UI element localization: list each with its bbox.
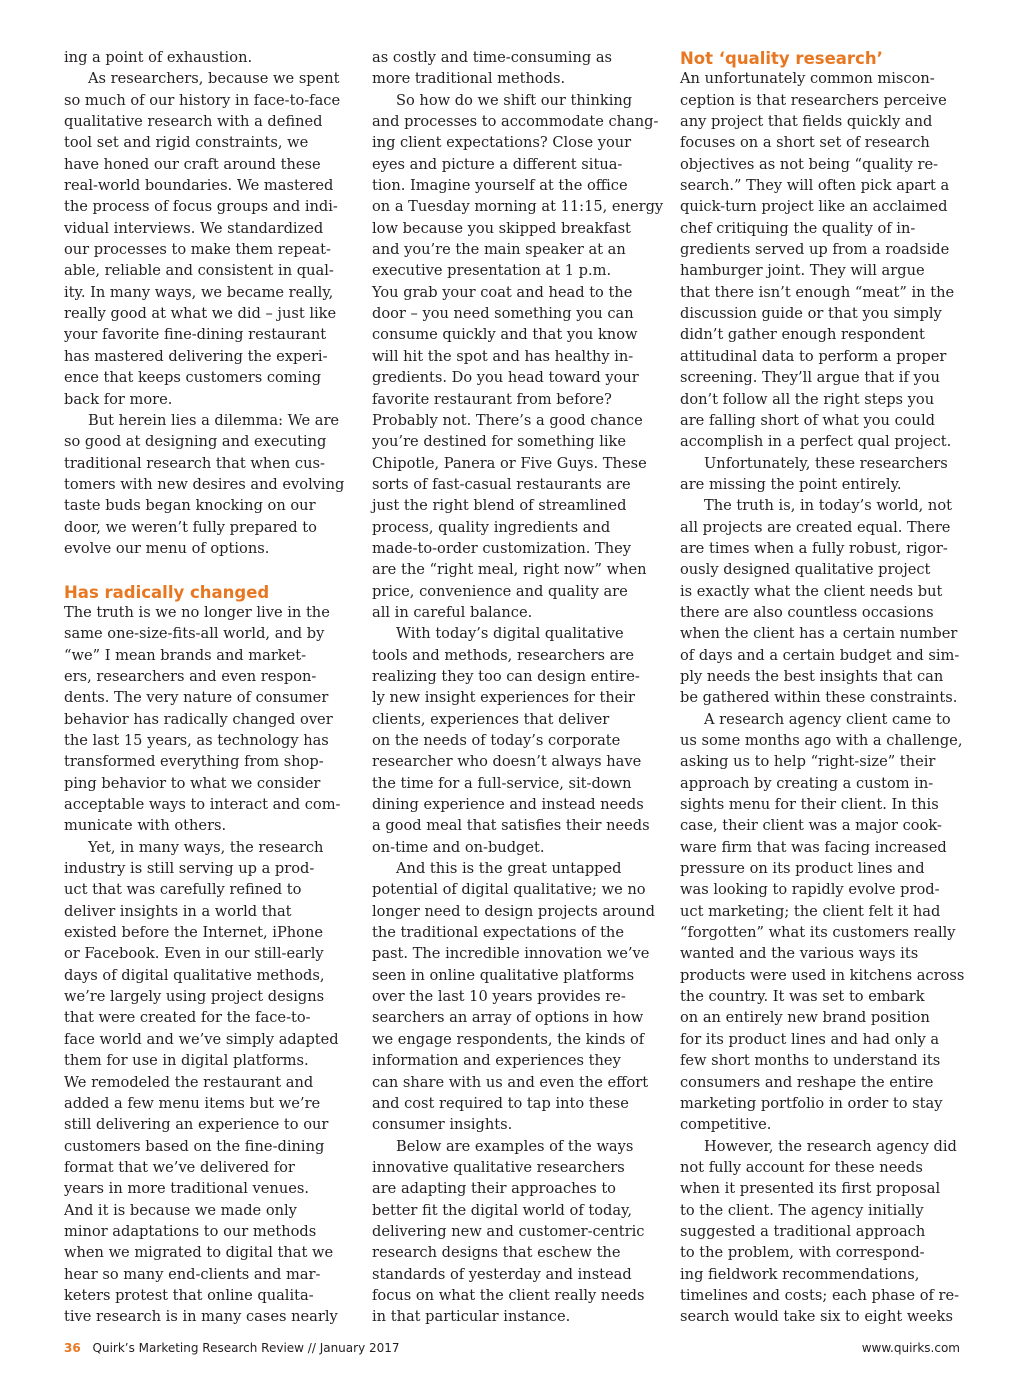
text-line: evolve our menu of options.	[64, 539, 270, 557]
text-line: consumers and reshape the entire	[680, 1073, 934, 1091]
text-line: realizing they too can design entire-	[372, 667, 640, 685]
text-line: clients, experiences that deliver	[372, 710, 610, 728]
text-line: real-world boundaries. We mastered	[64, 177, 334, 195]
text-line: And it is because we made only	[64, 1201, 297, 1219]
text-line: research designs that eschew the	[372, 1244, 621, 1262]
page-number: 36	[64, 1341, 81, 1355]
text-line: when we migrated to digital that we	[64, 1244, 334, 1262]
text-line: search would take six to eight weeks	[680, 1308, 953, 1326]
text-line: ception is that researchers perceive	[680, 91, 947, 109]
text-line: us some months ago with a challenge,	[680, 732, 963, 749]
text-line: so much of our history in face-to-face	[64, 91, 341, 109]
text-line: search.” They will often pick apart a	[680, 177, 950, 195]
text-line: few short months to understand its	[680, 1052, 941, 1070]
text-line: we’re largely using project designs	[64, 988, 325, 1006]
text-line: traditional research that when cus-	[64, 454, 325, 472]
text-line: products were used in kitchens across	[680, 966, 965, 984]
text-line: the process of focus groups and indi-	[64, 198, 338, 216]
text-line: past. The incredible innovation we’ve	[372, 945, 650, 963]
text-line: minor adaptations to our methods	[64, 1222, 317, 1240]
text-line: dents. The very nature of consumer	[64, 689, 329, 707]
text-line: when the client has a certain number	[680, 625, 958, 643]
text-line: acceptable ways to interact and com-	[64, 796, 341, 814]
text-line: case, their client was a major cook-	[680, 817, 942, 835]
text-line: ping behavior to what we consider	[64, 774, 321, 792]
text-line: of days and a certain budget and sim-	[680, 646, 960, 664]
text-line: or Facebook. Even in our still-early	[64, 945, 324, 963]
text-line: can share with us and even the effort	[372, 1073, 649, 1091]
text-line: ence that keeps customers coming	[64, 369, 322, 387]
text-line: A research agency client came to	[704, 710, 951, 728]
text-line: The truth is, in today’s world, not	[704, 497, 952, 515]
text-line: have honed our craft around these	[64, 155, 321, 173]
text-line: on an entirely new brand position	[680, 1009, 930, 1027]
text-line: will hit the spot and has healthy in-	[372, 347, 634, 365]
text-line: standards of yesterday and instead	[372, 1265, 632, 1283]
text-line: has mastered delivering the experi-	[64, 347, 328, 365]
text-line: discussion guide or that you simply	[680, 305, 942, 323]
section-heading: Has radically changed	[64, 582, 270, 602]
text-line: when it presented its first proposal	[680, 1180, 941, 1198]
website-url[interactable]: www.quirks.com	[861, 1341, 960, 1355]
text-line: suggested a traditional approach	[680, 1222, 926, 1240]
text-line: able, reliable and consistent in qual-	[64, 262, 334, 280]
text-line: Chipotle, Panera or Five Guys. These	[372, 454, 647, 472]
text-line: potential of digital qualitative; we no	[372, 881, 646, 899]
text-line: same one-size-fits-all world, and by	[64, 625, 325, 643]
text-line: all projects are created equal. There	[680, 518, 951, 536]
text-line: as costly and time-consuming as	[372, 49, 613, 66]
text-line: didn’t gather enough respondent	[680, 326, 925, 344]
text-line: added a few menu items but we’re	[64, 1094, 321, 1112]
text-line: ing client expectations? Close your	[372, 134, 632, 152]
text-line: tion. Imagine yourself at the office	[372, 177, 628, 195]
text-line: asking us to help “right-size” their	[680, 753, 936, 771]
text-line: ing fieldwork recommendations,	[680, 1265, 920, 1283]
text-line: are missing the point entirely.	[680, 475, 902, 493]
text-line: and you’re the main speaker at an	[372, 241, 626, 259]
text-line: all in careful balance.	[372, 603, 533, 621]
text-line: favorite restaurant from before?	[372, 390, 612, 408]
text-line: researcher who doesn’t always have	[372, 753, 642, 771]
text-line: that there isn’t enough “meat” in the	[680, 283, 955, 301]
text-line: tool set and rigid constraints, we	[64, 134, 309, 152]
text-line: years in more traditional venues.	[64, 1180, 309, 1198]
text-line: With today’s digital qualitative	[396, 625, 624, 643]
text-line: not fully account for these needs	[680, 1158, 923, 1176]
text-line: our processes to make them repeat-	[64, 241, 331, 259]
article-column-2	[372, 47, 662, 1328]
text-line: door, we weren’t fully prepared to	[64, 518, 317, 536]
text-line: low because you skipped breakfast	[372, 219, 631, 237]
text-line: price, convenience and quality are	[372, 582, 628, 600]
text-line: “we” I mean brands and market-	[64, 646, 307, 664]
text-line: the last 15 years, as technology has	[64, 732, 329, 749]
text-line: innovative qualitative researchers	[372, 1158, 625, 1176]
text-line: are falling short of what you could	[680, 411, 935, 429]
text-line: tools and methods, researchers are	[372, 646, 634, 664]
text-line: more traditional methods.	[372, 70, 566, 88]
text-line: vidual interviews. We standardized	[64, 219, 324, 237]
text-line: industry is still serving up a prod-	[64, 860, 315, 878]
text-line: tomers with new desires and evolving	[64, 475, 345, 493]
text-line: objectives as not being “quality re-	[680, 155, 939, 173]
text-line: So how do we shift our thinking	[396, 91, 633, 109]
text-line: behavior has radically changed over	[64, 710, 333, 728]
text-line: over the last 10 years provides re-	[372, 988, 626, 1006]
text-line: the country. It was set to embark	[680, 988, 925, 1006]
text-line: municate with others.	[64, 817, 227, 835]
section-heading: Not ‘quality research’	[680, 49, 883, 68]
text-line: back for more.	[64, 390, 173, 408]
text-line: a good meal that satisfies their needs	[372, 817, 650, 835]
text-line: Below are examples of the ways	[396, 1137, 634, 1155]
text-line: transformed everything from shop-	[64, 753, 324, 771]
text-line: format that we’ve delivered for	[64, 1158, 295, 1176]
text-line: focuses on a short set of research	[680, 134, 930, 152]
text-line: and processes to accommodate chang-	[372, 113, 659, 131]
text-line: However, the research agency did	[704, 1137, 957, 1155]
text-line: approach by creating a custom in-	[680, 774, 934, 792]
text-line: attitudinal data to perform a proper	[680, 347, 947, 365]
article-column-1	[64, 47, 354, 1328]
text-line: Probably not. There’s a good chance	[372, 411, 643, 429]
text-line: is exactly what the client needs but	[680, 582, 943, 600]
text-line: process, quality ingredients and	[372, 518, 611, 536]
text-line: hear so many end-clients and mar-	[64, 1265, 321, 1283]
text-line: keters protest that online qualita-	[64, 1286, 314, 1304]
text-line: you’re destined for something like	[372, 433, 627, 451]
text-line: them for use in digital platforms.	[64, 1052, 309, 1070]
text-line: As researchers, because we spent	[88, 70, 340, 88]
text-line: on the needs of today’s corporate	[372, 732, 621, 749]
text-line: ers, researchers and even respon-	[64, 667, 317, 685]
text-line: to the problem, with correspond-	[680, 1244, 925, 1262]
text-line: dining experience and instead needs	[372, 796, 644, 814]
text-line: uct marketing; the client felt it had	[680, 902, 941, 920]
text-line: delivering new and customer-centric	[372, 1222, 645, 1240]
text-line: to the client. The agency initially	[680, 1201, 924, 1219]
text-line: “forgotten” what its customers really	[680, 924, 956, 942]
text-line: focus on what the client really needs	[372, 1286, 645, 1304]
publication-info: Quirk’s Marketing Research Review // January 2017	[92, 1341, 400, 1355]
text-line: taste buds began knocking on our	[64, 497, 316, 515]
text-line: days of digital qualitative methods,	[64, 966, 325, 984]
text-line: there are also countless occasions	[680, 603, 934, 621]
text-line: are adapting their approaches to	[372, 1180, 616, 1198]
text-line: An unfortunately common miscon-	[680, 70, 935, 88]
text-line: for its product lines and had only a	[680, 1030, 940, 1048]
text-line: uct that was carefully refined to	[64, 881, 302, 899]
text-line: the time for a full-service, sit-down	[372, 774, 632, 792]
text-line: wanted and the various ways its	[680, 945, 919, 963]
text-line: sights menu for their client. In this	[680, 796, 939, 814]
text-line: longer need to design projects around	[372, 902, 655, 920]
text-line: hamburger joint. They will argue	[680, 262, 925, 280]
text-line: searchers an array of options in how	[372, 1009, 644, 1027]
text-line: on a Tuesday morning at 11:15, energy	[372, 198, 664, 216]
text-line: information and experiences they	[372, 1052, 621, 1070]
text-line: And this is the great untapped	[396, 860, 622, 878]
text-line: consume quickly and that you know	[372, 326, 638, 344]
text-line: so good at designing and executing	[64, 433, 327, 451]
text-line: Yet, in many ways, the research	[88, 838, 324, 856]
text-line: door – you need something you can	[372, 305, 634, 323]
text-line: marketing portfolio in order to stay	[680, 1094, 943, 1112]
text-line: qualitative research with a defined	[64, 113, 323, 131]
text-line: seen in online qualitative platforms	[372, 966, 635, 984]
text-line: But herein lies a dilemma: We are	[88, 411, 340, 429]
text-line: really good at what we did – just like	[64, 305, 337, 323]
text-line: don’t follow all the right steps you	[680, 390, 935, 408]
text-line: be gathered within these constraints.	[680, 689, 958, 707]
text-line: quick-turn project like an acclaimed	[680, 198, 948, 216]
page-footer	[64, 1341, 960, 1361]
paragraph-spacer	[64, 559, 354, 580]
article-column-3	[680, 47, 965, 1328]
text-line: You grab your coat and head to the	[372, 283, 633, 301]
text-line: we engage respondents, the kinds of	[372, 1030, 645, 1048]
text-line: ware firm that was facing increased	[680, 838, 947, 856]
text-line: made-to-order customization. They	[372, 539, 632, 557]
text-line: ly new insight experiences for their	[372, 689, 635, 707]
text-line: just the right blend of streamlined	[372, 497, 627, 515]
text-line: The truth is we no longer live in the	[64, 603, 330, 621]
text-line: pressure on its product lines and	[680, 860, 925, 878]
text-line: screening. They’ll argue that if you	[680, 369, 940, 387]
text-line: face world and we’ve simply adapted	[64, 1030, 339, 1048]
text-line: existed before the Internet, iPhone	[64, 924, 323, 942]
text-line: eyes and picture a different situa-	[372, 155, 623, 173]
text-line: that were created for the face-to-	[64, 1009, 311, 1027]
text-line: executive presentation at 1 p.m.	[372, 262, 612, 280]
text-line: deliver insights in a world that	[64, 902, 292, 920]
text-line: timelines and costs; each phase of re-	[680, 1286, 960, 1304]
text-line: chef critiquing the quality of in-	[680, 219, 916, 237]
text-line: ity. In many ways, we became really,	[64, 283, 334, 301]
text-line: customers based on the fine-dining	[64, 1137, 325, 1155]
text-line: ing a point of exhaustion.	[64, 49, 253, 66]
text-line: the traditional expectations of the	[372, 924, 624, 942]
text-line: any project that fields quickly and	[680, 113, 933, 131]
text-line: consumer insights.	[372, 1116, 513, 1134]
text-line: are times when a fully robust, rigor-	[680, 539, 948, 557]
text-line: was looking to rapidly evolve prod-	[680, 881, 940, 899]
text-line: are the “right meal, right now” when	[372, 561, 647, 579]
text-line: gredients served up from a roadside	[680, 241, 950, 259]
text-line: in that particular instance.	[372, 1308, 571, 1326]
text-line: better fit the digital world of today,	[372, 1201, 632, 1219]
text-line: ously designed qualitative project	[680, 561, 931, 579]
text-line: competitive.	[680, 1116, 772, 1134]
text-line: We remodeled the restaurant and	[64, 1073, 314, 1091]
text-line: sorts of fast-casual restaurants are	[372, 475, 631, 493]
text-line: your favorite fine-dining restaurant	[64, 326, 327, 344]
text-line: accomplish in a perfect qual project.	[680, 433, 952, 451]
text-line: ply needs the best insights that can	[680, 667, 944, 685]
text-line: Unfortunately, these researchers	[704, 454, 948, 472]
text-line: on-time and on-budget.	[372, 838, 545, 856]
text-line: and cost required to tap into these	[372, 1094, 629, 1112]
text-line: gredients. Do you head toward your	[372, 369, 639, 387]
text-line: still delivering an experience to our	[64, 1116, 329, 1134]
text-line: tive research is in many cases nearly	[64, 1308, 338, 1326]
